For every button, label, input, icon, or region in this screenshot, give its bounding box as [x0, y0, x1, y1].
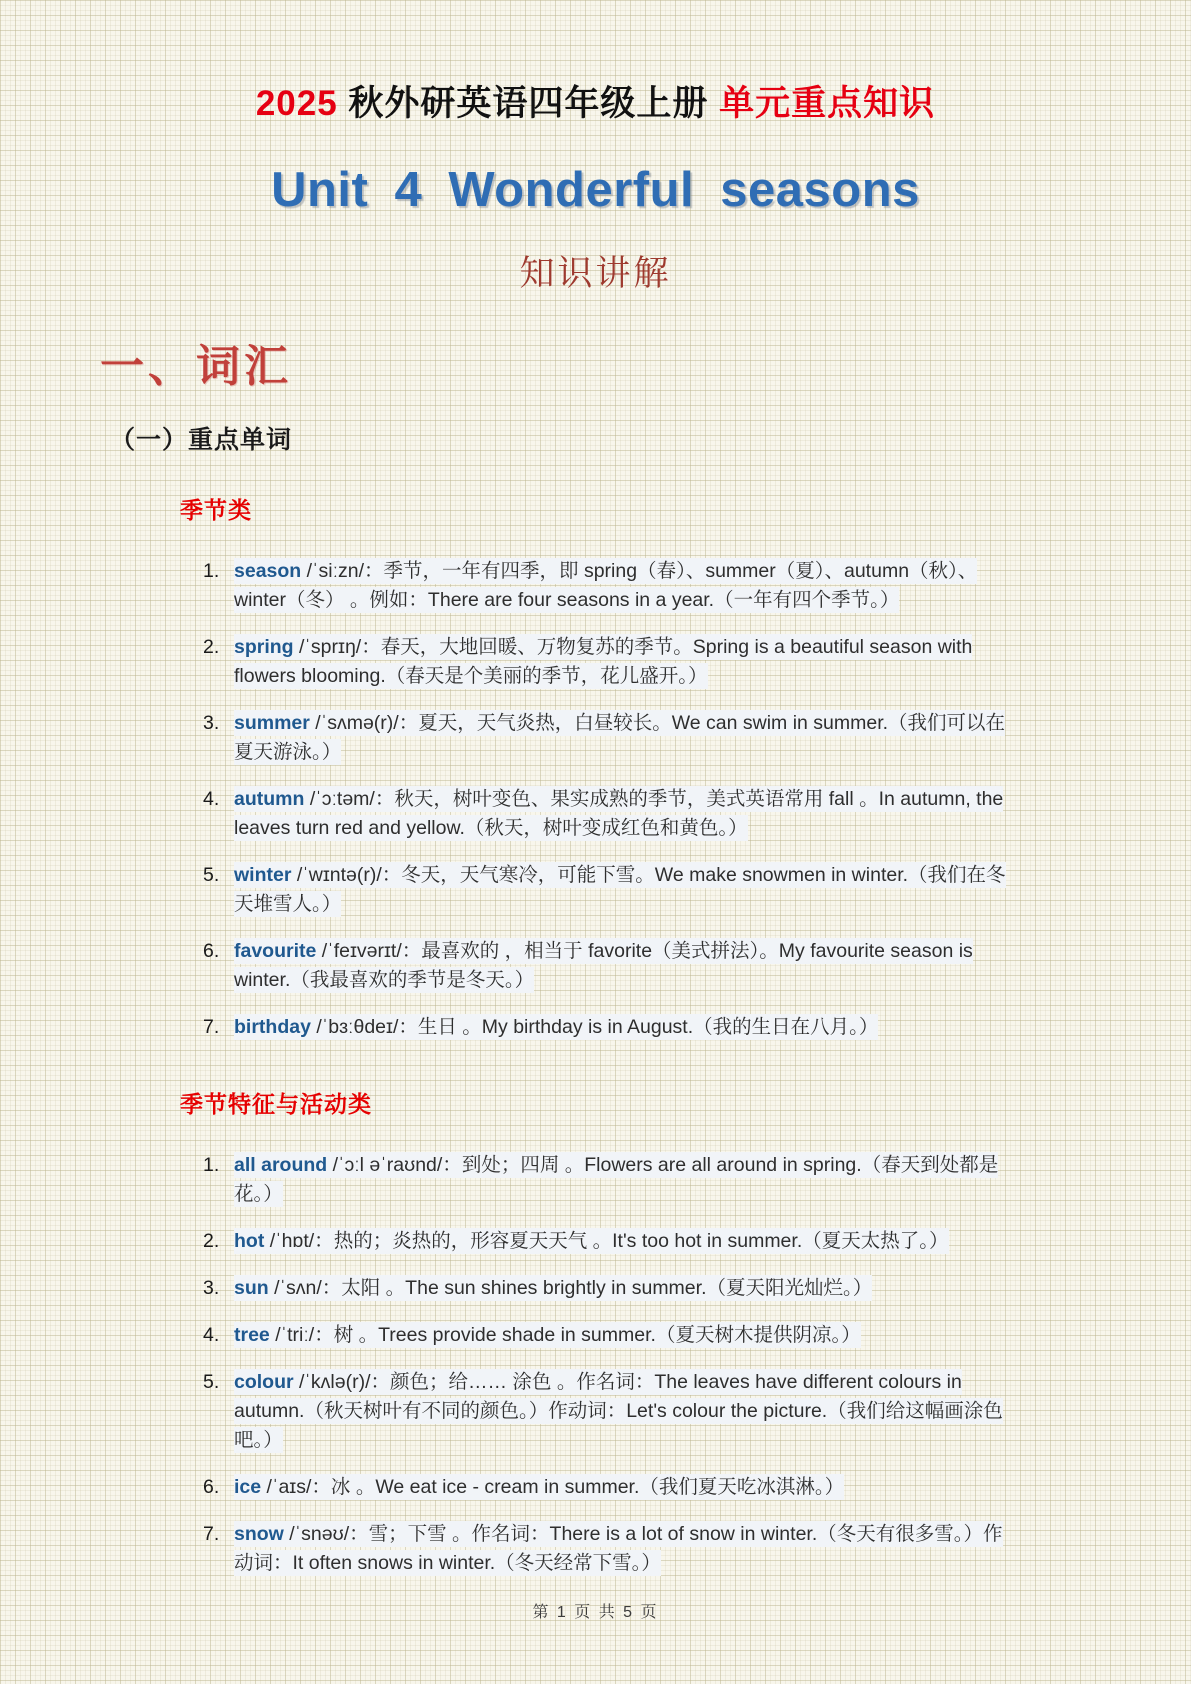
vocab-description: 树 。Trees provide shade in summer.（夏天树木提供阴凉。） — [333, 1324, 861, 1346]
doc-title-topic: 单元重点知识 — [719, 84, 936, 123]
vocab-word: tree — [234, 1324, 270, 1346]
item-text — [234, 1274, 1011, 1303]
item-text — [234, 937, 1011, 995]
item-text — [234, 1520, 1011, 1578]
vocab-description: 冬天，天气寒冷，可能下雪。We make snowmen in winter.（我们在冬天堆雪人。） — [234, 864, 1006, 915]
item-number: 7. — [203, 1016, 220, 1038]
vocab-group-title: 季节类 — [180, 497, 252, 523]
vocab-description: 季节，一年有四季，即 spring（春）、summer（夏）、autumn（秋）、winter（冬） 。例如：There are four seasons in a year.（一年有四个季节。） — [234, 560, 978, 611]
vocab-word: hot — [234, 1230, 265, 1252]
vocab-word: winter — [234, 864, 292, 886]
vocab-groups — [0, 492, 1191, 1578]
vocab-phonetic: /ˈfeɪvərɪt/： — [316, 940, 422, 962]
vocab-phonetic: /ˈsiːzn/： — [301, 560, 384, 582]
item-text — [234, 1151, 1011, 1209]
vocab-phonetic: /ˈsʌn/： — [268, 1277, 342, 1299]
vocab-list-item — [203, 1013, 1011, 1042]
item-text — [234, 785, 1011, 843]
vocab-description: 夏天，天气炎热，白昼较长。We can swim in summer.（我们可以在夏天游泳。） — [234, 712, 1006, 763]
vocab-description: 秋天，树叶变色、果实成熟的季节，美式英语常用 fall 。In autumn, the leaves turn red and yellow.（秋天，树叶变成红色和黄色。） — [234, 788, 1004, 839]
vocab-phonetic: /ˈɔːtəm/： — [304, 788, 395, 810]
vocab-word: season — [234, 560, 302, 582]
section-heading-vocabulary: 一、词汇 — [100, 341, 292, 392]
vocab-list-item — [203, 1321, 1011, 1350]
item-number: 6. — [203, 1476, 220, 1498]
item-number: 1. — [203, 560, 220, 582]
vocab-word: summer — [234, 712, 310, 734]
item-number: 3. — [203, 1277, 220, 1299]
vocab-word: favourite — [234, 940, 317, 962]
subsection-heading-key-words: （一）重点单词 — [110, 426, 293, 454]
vocab-description: 颜色；给…… 涂色 。作名词：The leaves have different colours in autumn.（秋天树叶有不同的颜色。）作动词：Let's colour the picture.（我们给这幅画涂色吧。） — [234, 1371, 1003, 1451]
vocab-phonetic: /ˈsprɪŋ/： — [293, 636, 381, 658]
vocab-word: sun — [234, 1277, 269, 1299]
item-text — [234, 1227, 1011, 1256]
vocab-word: autumn — [234, 788, 305, 810]
item-number: 4. — [203, 1324, 220, 1346]
vocab-list-item — [203, 1473, 1011, 1502]
unit-title: Unit 4 Wonderful seasons — [271, 163, 920, 217]
vocab-description: 到处；四周 。Flowers are all around in spring.（春天到处都是花。） — [234, 1154, 999, 1205]
vocab-list-item — [203, 1227, 1011, 1256]
vocab-phonetic: /ˈhɒt/： — [264, 1230, 334, 1252]
item-text — [234, 557, 1011, 615]
item-text — [234, 1321, 1011, 1350]
item-number: 4. — [203, 788, 220, 810]
item-text — [234, 861, 1011, 919]
vocab-phonetic: /ˈaɪs/： — [261, 1476, 331, 1498]
vocab-phonetic: /ˈsʌmə(r)/： — [309, 712, 419, 734]
vocab-description: 春天，大地回暖、万物复苏的季节。Spring is a beautiful season with flowers blooming.（春天是个美丽的季节，花儿盛开。） — [234, 636, 973, 687]
vocab-phonetic: /ˈsnəʊ/： — [283, 1523, 369, 1545]
vocab-phonetic: /ˈbɜːθdeɪ/： — [310, 1016, 418, 1038]
vocab-list-item — [203, 709, 1011, 767]
vocab-list-item — [203, 1274, 1011, 1303]
vocab-description: 热的；炎热的，形容夏天天气 。It's too hot in summer.（夏天太热了。） — [333, 1230, 949, 1252]
vocab-description: 冰 。We eat ice - cream in summer.（我们夏天吃冰淇淋。） — [330, 1476, 845, 1498]
doc-title-year: 2025 — [255, 84, 349, 123]
vocab-list-item — [203, 785, 1011, 843]
document-title — [0, 76, 1191, 126]
vocab-description: 最喜欢的 ，相当于 favorite（美式拼法）。My favourite season is winter.（我最喜欢的季节是冬天。） — [234, 940, 973, 991]
vocab-group-title: 季节特征与活动类 — [180, 1091, 372, 1117]
vocab-phonetic: /ˈkʌlə(r)/： — [293, 1371, 390, 1393]
vocab-word: birthday — [234, 1016, 311, 1038]
item-number: 3. — [203, 712, 220, 734]
vocab-list-item — [203, 937, 1011, 995]
vocab-word: ice — [234, 1476, 262, 1498]
item-number: 1. — [203, 1154, 220, 1176]
vocab-word: snow — [234, 1523, 284, 1545]
item-number: 6. — [203, 940, 220, 962]
vocab-list-item — [203, 633, 1011, 691]
vocab-description: 太阳 。The sun shines brightly in summer.（夏天阳光灿烂。） — [341, 1277, 873, 1299]
item-text — [234, 633, 1011, 691]
knowledge-subtitle: 知识讲解 — [519, 254, 672, 294]
page-number-footer: 第 1 页 共 5 页 — [532, 1604, 659, 1621]
vocab-group — [0, 1086, 1191, 1578]
item-text — [234, 1368, 1011, 1455]
vocab-list-item — [203, 557, 1011, 615]
doc-title-course: 秋外研英语四年级上册 — [348, 84, 720, 123]
item-text — [234, 1013, 1011, 1042]
vocab-phonetic: /ˈwɪntə(r)/： — [291, 864, 402, 886]
vocab-list — [203, 1151, 1011, 1578]
vocab-list-item — [203, 1520, 1011, 1578]
item-number: 2. — [203, 1230, 220, 1252]
item-number: 2. — [203, 636, 220, 658]
vocab-word: colour — [234, 1371, 294, 1393]
vocab-description: 雪；下雪 。作名词：There is a lot of snow in winter.（冬天有很多雪。）作动词：It often snows in winter.（冬天经常下雪。） — [234, 1523, 1003, 1574]
vocab-phonetic: /ˈɔːl əˈraʊnd/： — [327, 1154, 462, 1176]
vocab-list — [203, 557, 1011, 1042]
vocab-list-item — [203, 861, 1011, 919]
vocab-list-item — [203, 1151, 1011, 1209]
vocab-word: spring — [234, 636, 294, 658]
vocab-description: 生日 。My birthday is in August.（我的生日在八月。） — [417, 1016, 879, 1038]
vocab-word: all around — [234, 1154, 328, 1176]
item-number: 7. — [203, 1523, 220, 1545]
vocab-group — [0, 492, 1191, 1042]
vocab-phonetic: /ˈtriː/： — [269, 1324, 334, 1346]
item-text — [234, 709, 1011, 767]
item-number: 5. — [203, 1371, 220, 1393]
item-text — [234, 1473, 1011, 1502]
item-number: 5. — [203, 864, 220, 886]
vocab-list-item — [203, 1368, 1011, 1455]
